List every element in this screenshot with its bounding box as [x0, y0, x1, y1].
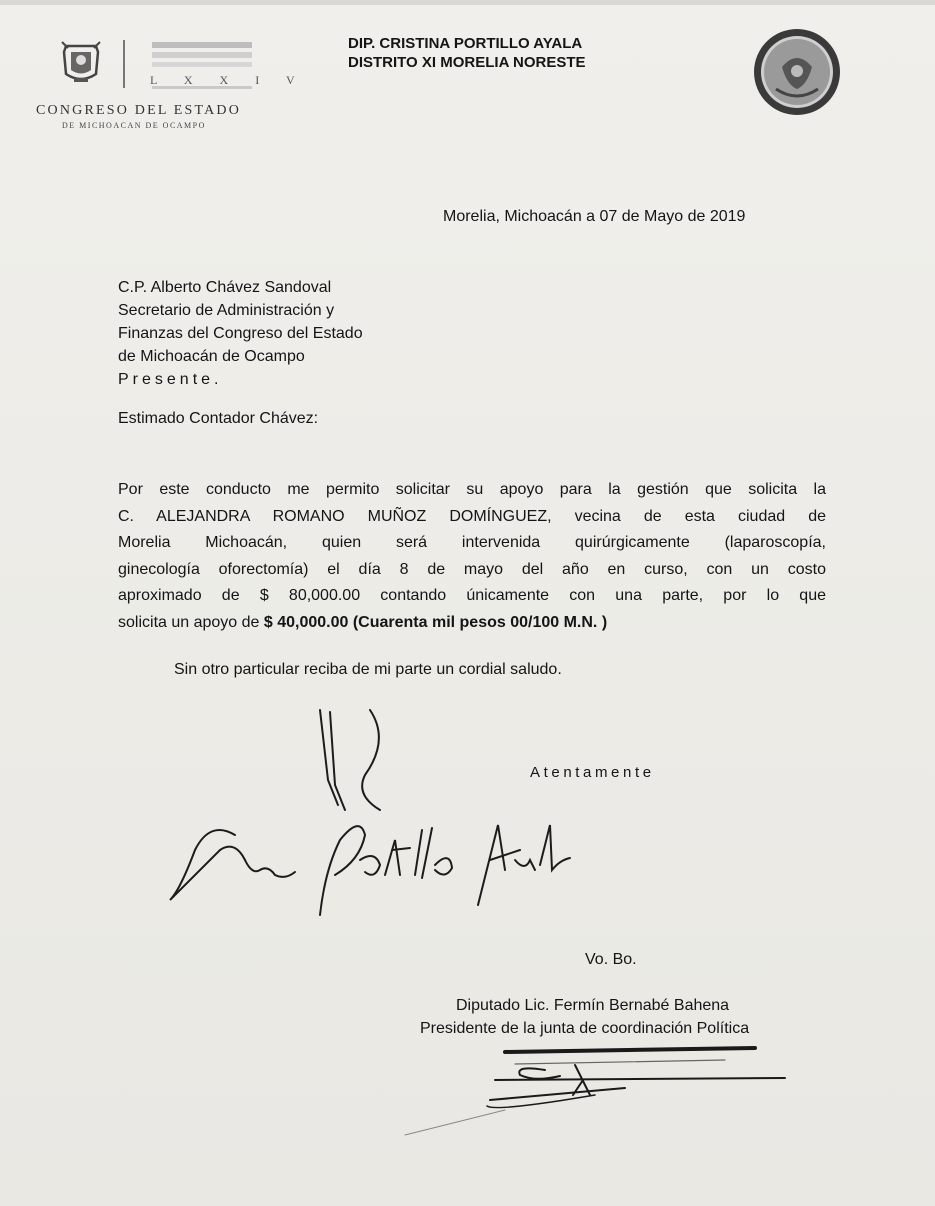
- body-line-text: solicita un apoyo de: [118, 613, 264, 631]
- greeting: Estimado Contador Chávez:: [118, 410, 319, 427]
- recipient-title-line: Secretario de Administración y: [118, 302, 335, 319]
- recipient-title-line: de Michoacán de Ocampo: [118, 348, 305, 365]
- requested-amount: $ 40,000.00 (Cuarenta mil pesos 00/100 M.N. ): [263, 613, 608, 631]
- deputy-name: DIP. CRISTINA PORTILLO AYALA: [348, 35, 583, 52]
- state-coat-of-arms-icon: [56, 38, 106, 88]
- signature-fermin-bernabe: [395, 1040, 795, 1140]
- body-line: C. ALEJANDRA ROMANO MUÑOZ DOMÍNGUEZ, vecina de esta ciudad de: [118, 507, 826, 525]
- letter-date: Morelia, Michoacán a 07 de Mayo de 2019: [443, 208, 746, 225]
- body-line: Por este conducto me permito solicitar su apoyo para la gestión que solicita la: [118, 481, 826, 498]
- recipient-block: [118, 276, 363, 391]
- recipient-title-line: Finanzas del Congreso del Estado: [118, 325, 363, 342]
- national-seal-icon: [752, 27, 842, 117]
- recipient-presente: Presente.: [118, 371, 223, 388]
- org-name: CONGRESO DEL ESTADO: [36, 103, 242, 118]
- valediction: Atentamente: [530, 764, 655, 781]
- body-paragraph: [118, 477, 826, 636]
- body-line: Morelia Michoacán, quien será intervenida quirúrgicamente (laparoscopía,: [118, 534, 826, 551]
- legislature-number: L X X I V: [150, 73, 307, 87]
- scan-edge: [0, 0, 935, 5]
- approval-label: Vo. Bo.: [585, 951, 637, 968]
- deputy-district: DISTRITO XI MORELIA NORESTE: [348, 54, 586, 71]
- body-line: ginecología oforectomía) el día 8 de mayo del año en curso, con un costo: [118, 560, 826, 578]
- signature-cristina-portillo: [160, 700, 580, 930]
- approver-title: Presidente de la junta de coordinación Política: [420, 1020, 750, 1037]
- closing-line: Sin otro particular reciba de mi parte un cordial saludo.: [174, 661, 562, 678]
- header-divider: [123, 40, 125, 88]
- body-line-amount: [118, 610, 826, 637]
- body-line: aproximado de $ 80,000.00 contando únicamente con una parte, por lo que: [118, 587, 826, 604]
- approver-name: Diputado Lic. Fermín Bernabé Bahena: [456, 997, 730, 1014]
- recipient-name: C.P. Alberto Chávez Sandoval: [118, 279, 332, 296]
- org-subtitle: DE MICHOACAN DE OCAMPO: [62, 121, 206, 130]
